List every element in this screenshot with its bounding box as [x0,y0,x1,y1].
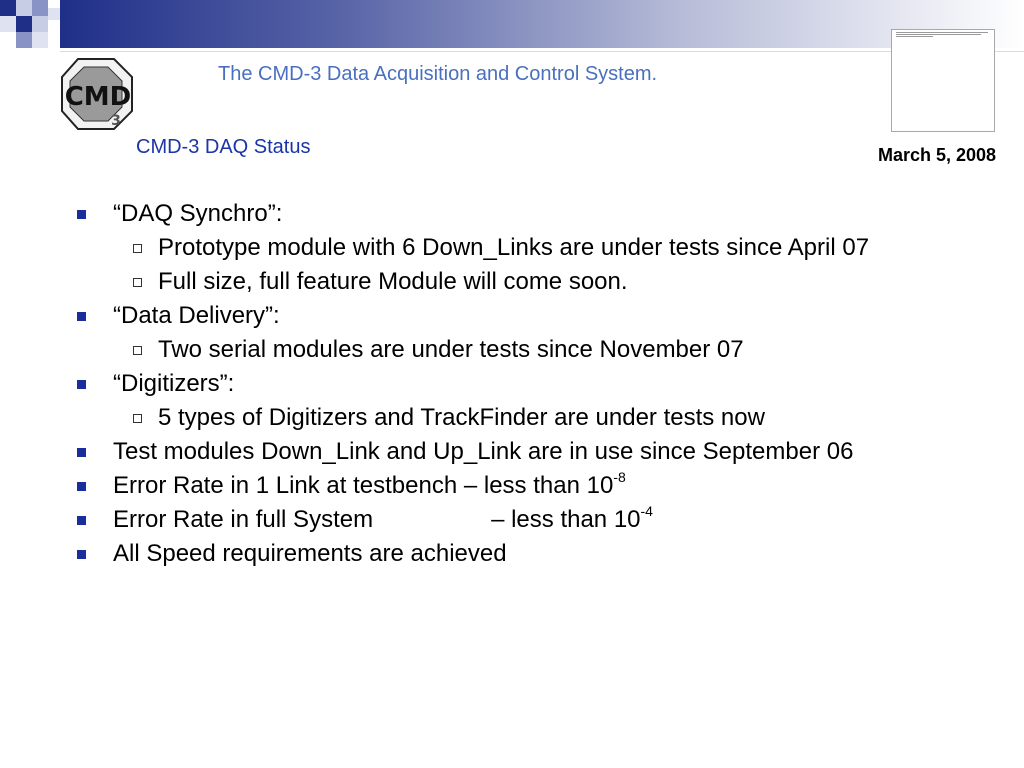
decor-square [48,8,60,20]
embedded-object-text [896,32,988,38]
square-bullet-icon [77,210,86,219]
square-bullet-icon [77,550,86,559]
decor-square [32,16,48,32]
bullet-text: Error Rate in 1 Link at testbench – less than 10 [113,472,614,499]
decor-square [32,0,48,16]
slide-date: March 5, 2008 [878,145,997,165]
svg-text:CMD: CMD [64,82,132,112]
header-band [0,0,1024,48]
bullet-text: “Data Delivery”: [113,302,280,329]
square-bullet-icon [77,448,86,457]
bullet-text: Test modules Down_Link and Up_Link are in use since September 06 [113,438,854,465]
sub-bullet-text: Prototype module with 6 Down_Links are under tests since April 07 [158,234,870,261]
gradient-bar [60,0,1024,48]
hollow-square-bullet-icon [133,346,142,355]
bullet-item [72,302,932,330]
bullet-text: “DAQ Synchro”: [113,200,283,227]
decor-square [32,32,48,48]
hollow-square-bullet-icon [133,414,142,423]
cmd3-logo [58,55,138,133]
bullet-text: All Speed requirements are achieved [113,540,507,567]
decor-square [16,32,32,48]
bullet-item [72,503,932,534]
decor-square [0,0,16,16]
bullet-text: “Digitizers”: [113,370,235,397]
bullet-text: – less than 10 [491,506,641,533]
sub-bullet-text: 5 types of Digitizers and TrackFinder are under tests now [158,404,765,431]
bullet-item [72,540,932,568]
sub-bullet-item [72,336,932,364]
bullet-item [72,438,932,466]
square-bullet-icon [77,516,86,525]
embedded-object [891,29,995,132]
decor-square [16,16,32,32]
header-rule [60,51,1024,52]
exponent: -8 [613,469,626,485]
sub-bullet-text: Two serial modules are under tests since November 07 [158,336,744,363]
square-bullet-icon [77,312,86,321]
decor-square [16,0,32,16]
bullet-item [72,200,932,228]
decor-square [0,16,16,32]
hollow-square-bullet-icon [133,244,142,253]
svg-text:3: 3 [111,113,121,129]
bullet-item [72,469,932,500]
hollow-square-bullet-icon [133,278,142,287]
sub-bullet-item [72,404,932,432]
square-bullet-icon [77,380,86,389]
bullet-list [72,200,932,574]
square-bullet-icon [77,482,86,491]
exponent: -4 [640,503,653,519]
sub-bullet-item [72,234,932,262]
sub-bullet-text: Full size, full feature Module will come soon. [158,268,628,295]
bullet-item [72,370,932,398]
bullet-text: Error Rate in full System [113,506,374,533]
sub-bullet-item [72,268,932,296]
slide-subtitle: CMD-3 DAQ Status [136,136,311,158]
slide-title: The CMD-3 Data Acquisition and Control System. [218,63,658,85]
